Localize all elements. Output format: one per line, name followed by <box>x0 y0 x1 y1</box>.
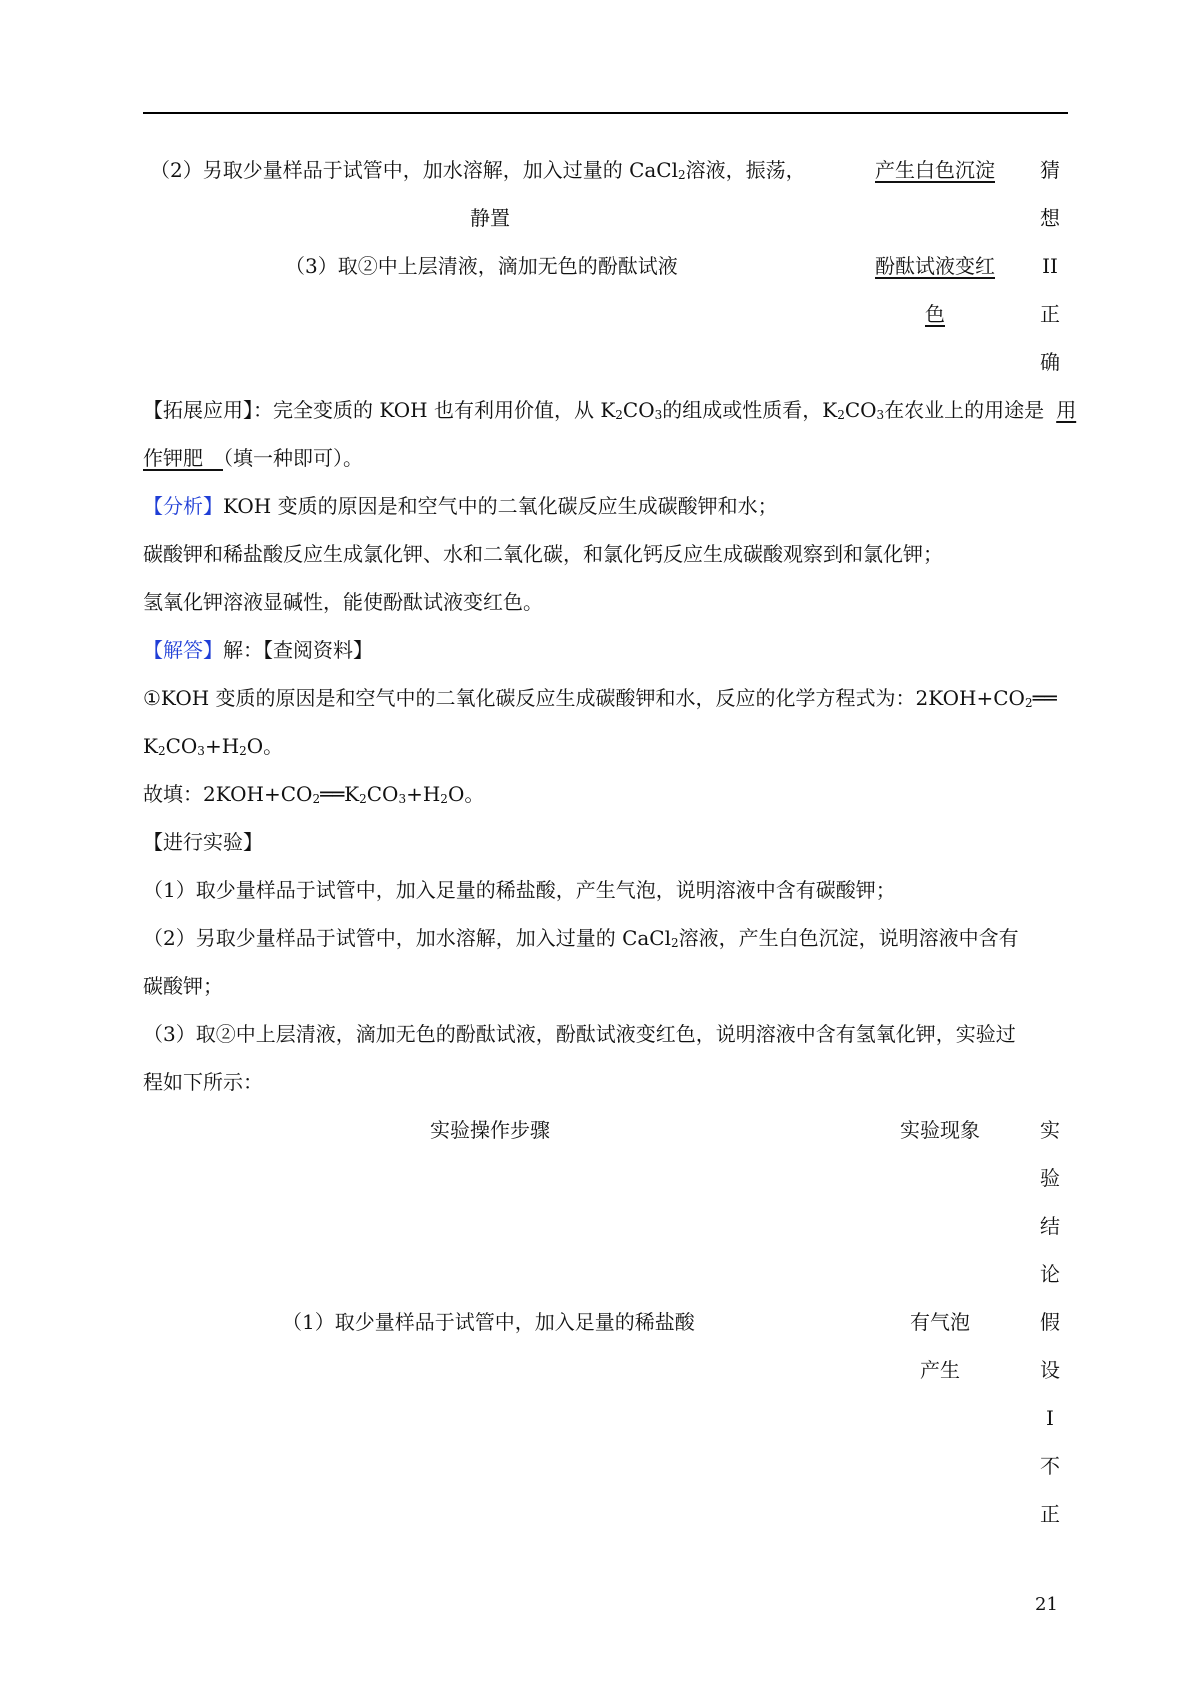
analysis-line1: 【分析】KOH 变质的原因是和空气中的二氧化碳反应生成碳酸钾和水； <box>143 494 778 518</box>
answer-intro: 【解答】解：【查阅资料】 <box>143 638 373 662</box>
analysis-label: 【分析】 <box>143 494 223 518</box>
table-header-step: 实验操作步骤 <box>430 1118 550 1142</box>
analysis-line2: 碳酸钾和稀盐酸反应生成氯化钾、水和二氧化碳，和氯化钙反应生成碳酸观察到和氯化钾； <box>143 542 943 566</box>
answer-p1-line2: $K_2CO_3+H_2O$。 <box>143 734 284 758</box>
experiment-1: （1）取少量样品于试管中，加入足量的稀盐酸，产生气泡，说明溶液中含有碳酸钾； <box>143 878 896 902</box>
row3-phenomenon-line1: 酚酞试液变红 <box>875 254 995 278</box>
table-row1-phenomenon-line1: 有气泡 <box>910 1310 970 1334</box>
answer-label: 【解答】 <box>143 638 223 662</box>
header-rule <box>143 112 1068 114</box>
table-row1-phenomenon-line2: 产生 <box>920 1358 960 1382</box>
analysis-line3: 氢氧化钾溶液显碱性，能使酚酞试液变红色。 <box>143 590 543 614</box>
answer-fill: 故填：$2KOH+CO_2══K_2CO_3+H_2O$。 <box>143 782 485 806</box>
row2-phenomenon: 产生白色沉淀 <box>875 158 995 182</box>
page-number: 21 <box>1035 1594 1058 1615</box>
row2-step-line1: （2）另取少量样品于试管中，加水溶解，加入过量的 CaCl$_2$溶液，振荡， <box>150 158 806 182</box>
top-conclusion-vertical: 猜 想 II 正 确 <box>1040 158 1060 374</box>
table-header-phenomenon: 实验现象 <box>900 1118 980 1142</box>
experiment-2-line2: 碳酸钾； <box>143 974 223 998</box>
experiment-heading: 【进行实验】 <box>143 830 263 854</box>
table-header-conclusion: 实 验 结 论 <box>1040 1118 1060 1286</box>
table-row1-step: （1）取少量样品于试管中，加入足量的稀盐酸 <box>282 1310 695 1334</box>
extension-line2: 作钾肥 （填一种即可）。 <box>143 446 363 470</box>
experiment-3-line2: 程如下所示： <box>143 1070 263 1094</box>
row3-step: （3）取②中上层清液，滴加无色的酚酞试液 <box>285 254 678 278</box>
row3-phenomenon-line2: 色 <box>925 302 945 326</box>
row2-step-line2: 静置 <box>470 206 510 230</box>
table-row1-conclusion: 假 设 I 不 正 <box>1040 1310 1060 1526</box>
experiment-3-line1: （3）取②中上层清液，滴加无色的酚酞试液，酚酞试液变红色，说明溶液中含有氢氧化钾，实验过 <box>143 1022 1016 1046</box>
extension-line1: 【拓展应用】：完全变质的 KOH 也有利用价值，从 $K_2CO_3$的组成或性质看，$K_2CO_3$在农业上的用途是 用 <box>143 398 1077 422</box>
answer-p1-line1: ①KOH 变质的原因是和空气中的二氧化碳反应生成碳酸钾和水，反应的化学方程式为：$2KOH+CO_2══$ <box>143 686 1057 710</box>
experiment-2-line1: （2）另取少量样品于试管中，加水溶解，加入过量的 CaCl$_2$溶液，产生白色沉淀，说明溶液中含有 <box>143 926 1019 950</box>
